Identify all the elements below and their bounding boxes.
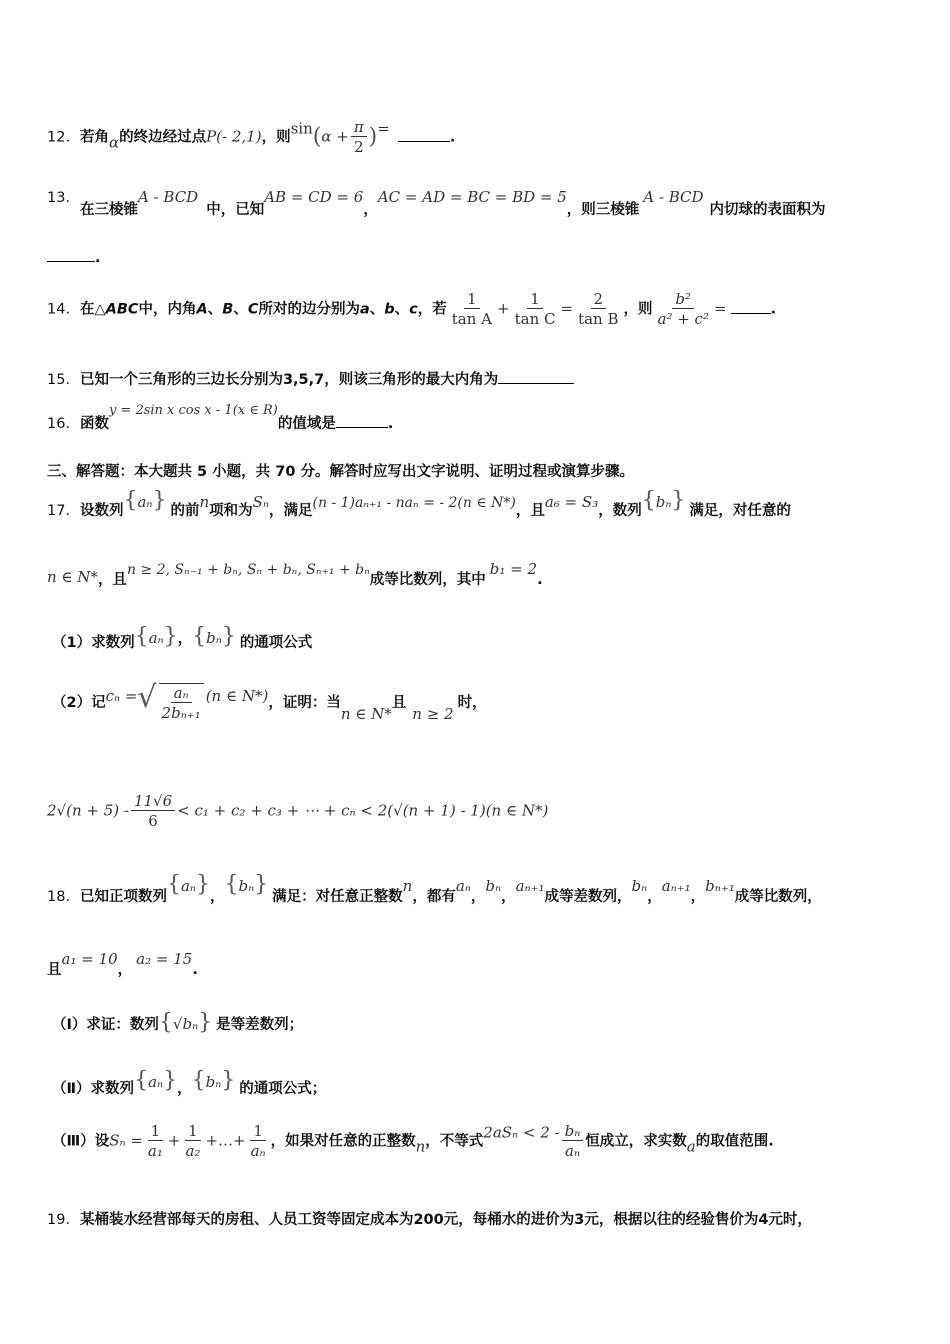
question-16: 16．函数y = 2sin x cos x - 1(x ∈ R)的值域是 . (47, 403, 394, 432)
q13-number: 13． (47, 190, 80, 206)
q18-part-1: （Ⅰ）求证：数列{√bₙ} 是等差数列； (52, 1010, 304, 1035)
question-19: 19．某桶装水经营部每天的房租、人员工资等固定成本为200元，每桶水的进价为3元，根据以往的经验售价为4元时， (47, 1212, 812, 1228)
section-3-header: 三、解答题：本大题共 5 小题，共 70 分。解答时应写出文字说明、证明过程或演算步骤。 (47, 464, 634, 480)
answer-blank-15[interactable] (498, 382, 574, 384)
q17-part-1: （1）求数列{aₙ}，{bₙ} 的通项公式 (52, 624, 313, 651)
q17-number: 17． (47, 503, 80, 519)
q14-number: 14． (47, 301, 80, 318)
q17-inequality: 2√(n + 5) - $\frac{11√6}{6}$ < c₁ + c₂ + c₃ + ⋯ + cₙ < 2(√(n + 1) - 1)(n ∈ N*) (47, 792, 549, 830)
q18-number: 18． (47, 889, 80, 905)
answer-blank-14[interactable] (731, 312, 771, 314)
q15-number: 15． (47, 372, 80, 388)
question-13: 13．在三棱锥A - BCD中，已知AB = CD = 6，AC = AD = BC = BD = 5，则三棱锥A - BCD内切球的表面积为 (47, 188, 826, 218)
question-18: 18．已知正项数列{aₙ}，{bₙ} 满足：对任意正整数n，都有aₙ，bₙ，aₙ₊₁成等差数列，bₙ，aₙ₊₁，bₙ₊₁成等比数列， (47, 872, 822, 905)
question-13-cont: . (47, 248, 101, 266)
question-17: 17．设数列{aₙ} 的前n项和为Sₙ，满足(n - 1)aₙ₊₁ - naₙ = - 2(n ∈ N*)，且a₆ = S₃，数列{bₙ} 满足，对任意的 (47, 488, 791, 519)
q16-number: 16． (47, 416, 80, 432)
q18-part-2: （Ⅱ）求数列{aₙ}，{bₙ} 的通项公式； (52, 1068, 327, 1097)
answer-blank-16[interactable] (336, 426, 388, 428)
answer-blank-12[interactable] (398, 140, 450, 142)
question-18-line2: 且a₁ = 10，a₂ = 15. (47, 950, 198, 978)
question-12: 12．若角α的终边经过点P(- 2,1)，则sin(α + $\frac{\pi}{2}$ )= . (47, 118, 456, 156)
q12-number: 12． (47, 129, 80, 146)
question-14: 14．在△ABC中，内角A、B、C所对的边分别为a、b、c，若 $\frac{1}{\text{tan A}}$ + $\frac{1}{\text{tan C}}$ = $\frac{2}{\text{tan B}}$ ，则 $\frac{\text{b²}}{\text{a² + c²}}$ = . (47, 290, 777, 328)
question-17-line2: n ∈ N*，且n ≥ 2, Sₙ₋₁ + bₙ, Sₙ + bₙ, Sₙ₊₁ + bₙ成等比数列，其中b₁ = 2. (47, 560, 543, 588)
q18-part-3: （Ⅲ）设Sₙ = $\frac{1}{\text{a₁}}$ + $\frac{1}{\text{a₂}}$ +…+ $\frac{1}{\text{aₙ}}$ ，如果对任意的正整数n，不等式2aSₙ < 2 - $\frac{\text{bₙ}}{\text{aₙ}}$ 恒成立，求实数a的取值范围. (52, 1122, 774, 1160)
question-15: 15．已知一个三角形的三边长分别为3,5,7，则该三角形的最大内角为 (47, 368, 574, 389)
answer-blank-13[interactable] (47, 260, 95, 262)
q17-part-2: （2）记cₙ =√ $\frac{\text{aₙ}}{\text{2bₙ₊₁}}$ (n ∈ N*)，证明：当n ∈ N*且n ≥ 2时， (52, 680, 487, 723)
q19-number: 19． (47, 1212, 80, 1228)
